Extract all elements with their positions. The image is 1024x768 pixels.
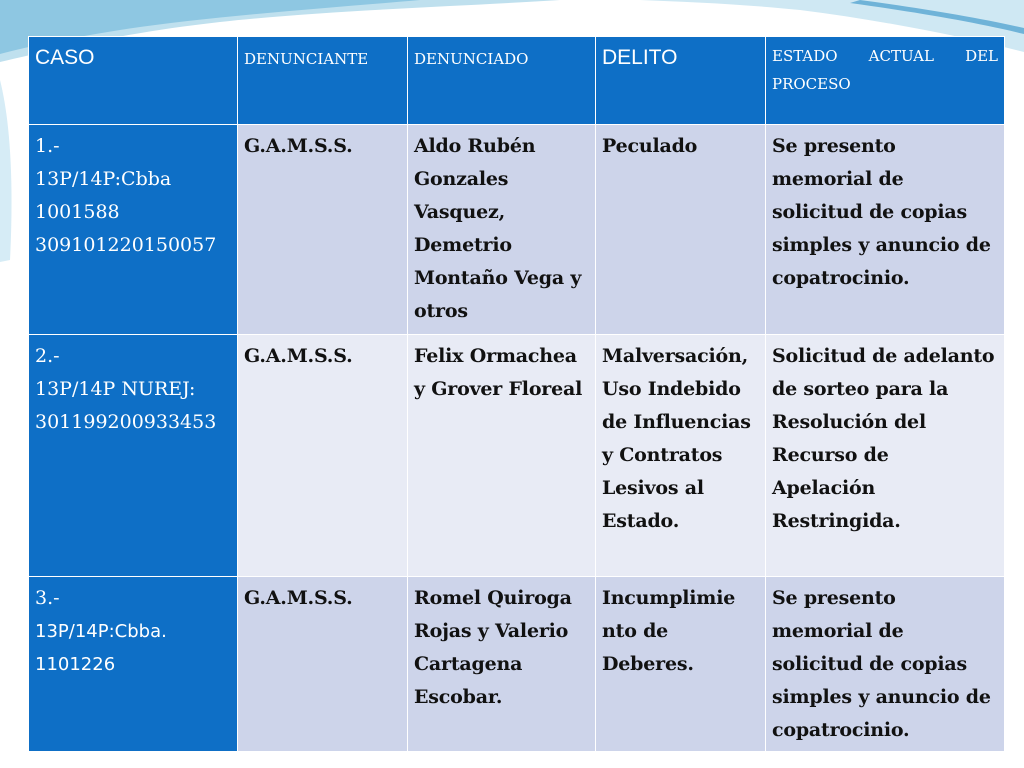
header-denunciante-label: DENUNCIANTE — [244, 50, 369, 68]
caso-code: 13P/14P:Cbba. — [35, 621, 167, 642]
denunciante-cell: G.A.M.S.S. — [238, 577, 408, 752]
table-row — [29, 125, 1005, 335]
header-delito — [596, 37, 766, 125]
delito-cell: Peculado — [596, 125, 766, 335]
estado-cell: Se presento memorial de solicitud de copias simples y anuncio de copatrocinio. — [766, 125, 1005, 335]
denunciante-cell: G.A.M.S.S. — [238, 125, 408, 335]
caso-cell — [29, 125, 238, 335]
case-table — [28, 36, 1005, 752]
caso-number: 3.- — [35, 587, 60, 609]
header-denunciado — [408, 37, 596, 125]
table-row — [29, 335, 1005, 577]
header-denunciante — [238, 37, 408, 125]
header-caso — [29, 37, 238, 125]
delito-cell: Incumplimie nto de Deberes. — [596, 577, 766, 752]
caso-code: 309101220150057 — [35, 234, 217, 256]
denunciado-cell: Romel Quiroga Rojas y Valerio Cartagena Escobar. — [408, 577, 596, 752]
caso-code: 1101226 — [35, 654, 116, 675]
caso-code: 13P/14P NUREJ: — [35, 378, 196, 400]
caso-code: 301199200933453 — [35, 411, 217, 433]
caso-number: 2.- — [35, 345, 60, 367]
caso-cell — [29, 335, 238, 577]
header-delito-label: DELITO — [602, 46, 678, 69]
header-estado-label: ESTADO ACTUAL DEL PROCESO — [772, 47, 998, 93]
caso-code: 1001588 — [35, 201, 120, 223]
wave-swoosh-left-edge — [0, 80, 12, 262]
header-denunciado-label: DENUNCIADO — [414, 50, 529, 68]
estado-cell: Solicitud de adelanto de sorteo para la Resolución del Recurso de Apelación Restringida. — [766, 335, 1005, 577]
header-estado — [766, 37, 1005, 125]
denunciante-cell: G.A.M.S.S. — [238, 335, 408, 577]
caso-number: 1.- — [35, 135, 60, 157]
estado-cell: Se presento memorial de solicitud de copias simples y anuncio de copatrocinio. — [766, 577, 1005, 752]
table-header-row — [29, 37, 1005, 125]
header-caso-label: CASO — [35, 46, 95, 69]
delito-cell: Malversación, Uso Indebido de Influencias y Contratos Lesivos al Estado. — [596, 335, 766, 577]
table-row — [29, 577, 1005, 752]
caso-code: 13P/14P:Cbba — [35, 168, 172, 190]
denunciado-cell: Aldo Rubén Gonzales Vasquez, Demetrio Montaño Vega y otros — [408, 125, 596, 335]
caso-cell — [29, 577, 238, 752]
denunciado-cell: Felix Ormachea y Grover Floreal — [408, 335, 596, 577]
